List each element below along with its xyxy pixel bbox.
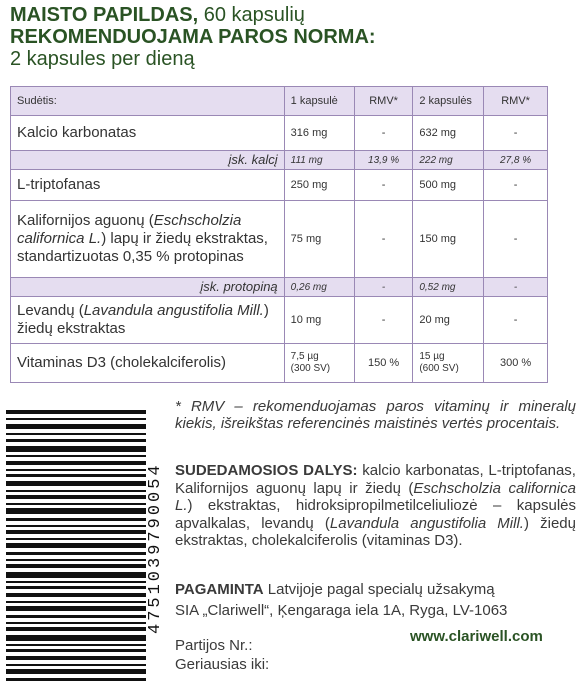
table-row <box>11 170 548 201</box>
amount-2: 632 mg <box>413 116 484 151</box>
amount-2: 20 mg <box>413 297 484 344</box>
amount-1: 111 mg <box>284 151 354 170</box>
product-header <box>10 4 580 71</box>
ingredient-name <box>11 201 285 278</box>
amount-2: 500 mg <box>413 170 484 201</box>
barcode <box>6 410 166 686</box>
ingredients-part: kalcio karbonatas, L-triptofanas, Kalifornijos aguonų lapų ir žiedų ( <box>175 462 576 497</box>
table-subrow <box>11 278 548 297</box>
latin-name: Eschscholzia californica L. <box>175 479 576 514</box>
table-row <box>11 344 548 383</box>
ingredient-name: Kalcio karbonatas <box>11 116 285 151</box>
amount-1: 0,26 mg <box>284 278 354 297</box>
amount-2 <box>413 344 484 383</box>
ingredient-name <box>11 297 285 344</box>
rmv-1: - <box>354 201 413 278</box>
header-rmv-2: RMV* <box>484 87 548 116</box>
ingredient-name: įsk. protopiną <box>11 278 285 297</box>
ingredients-text <box>175 462 576 550</box>
rmv-2: - <box>484 297 548 344</box>
latin-name: Lavandula angustifolia Mill. <box>329 514 524 532</box>
amount-2: 222 mg <box>413 151 484 170</box>
rmv-2: 300 % <box>484 344 548 383</box>
nutrition-table <box>10 86 548 383</box>
rmv-1: 150 % <box>354 344 413 383</box>
rmv-2: - <box>484 201 548 278</box>
manufacturer-label: PAGAMINTA <box>175 581 264 598</box>
header-1-capsule: 1 kapsulė <box>284 87 354 116</box>
rmv-2: - <box>484 116 548 151</box>
amount-1: 250 mg <box>284 170 354 201</box>
dose-heading: REKOMENDUOJAMA PAROS NORMA: <box>10 26 376 48</box>
header-composition: Sudėtis: <box>11 87 285 116</box>
latin-name: Eschscholzia californica L. <box>17 212 242 247</box>
ingredient-name: įsk. kalcį <box>11 151 285 170</box>
ingredient-name: Vitaminas D3 (cholekalciferolis) <box>11 344 285 383</box>
amount-value: 15 µg <box>419 351 445 362</box>
header-2-capsules: 2 kapsulės <box>413 87 484 116</box>
amount-value: 7,5 µg <box>290 351 319 362</box>
amount-1: 10 mg <box>284 297 354 344</box>
amount-2: 150 mg <box>413 201 484 278</box>
rmv-2: - <box>484 170 548 201</box>
latin-name: Lavandula angustifolia Mill. <box>83 302 264 319</box>
rmv-note: * RMV – rekomenduojamas paros vitaminų ir mineralų kiekis, išreikštas referencinės maistinės vertės procentais. <box>175 398 576 432</box>
manufacturer-address: SIA „Clariwell“, Ķengaraga iela 1A, Ryga, LV-1063 <box>175 602 508 619</box>
rmv-1: - <box>354 278 413 297</box>
table-row <box>11 116 548 151</box>
amount-2: 0,52 mg <box>413 278 484 297</box>
manufacturer-info <box>175 579 576 621</box>
table-subrow <box>11 151 548 170</box>
expiry-label: Geriausias iki: <box>175 656 270 673</box>
header-rmv-1: RMV* <box>354 87 413 116</box>
rmv-1: - <box>354 170 413 201</box>
amount-iu: (600 SV) <box>419 363 459 374</box>
manufacturer-country: Latvijoje pagal specialų užsakymą <box>263 581 495 598</box>
amount-iu: (300 SV) <box>290 363 331 374</box>
amount-1: 75 mg <box>284 201 354 278</box>
dose-text: 2 kapsules per dieną <box>10 48 195 70</box>
barcode-number: 4751039790054 <box>146 462 165 634</box>
ingredients-label: SUDEDAMOSIOS DALYS: <box>175 462 358 479</box>
name-part: Kalifornijos aguonų ( <box>17 212 154 229</box>
rmv-1: - <box>354 297 413 344</box>
name-part: ) žiedų ekstraktas <box>17 302 269 337</box>
table-header-row <box>11 87 548 116</box>
ingredients-part: ) žiedų ekstraktas, cholekalciferolis (vitaminas D3). <box>175 514 576 549</box>
rmv-2: - <box>484 278 548 297</box>
rmv-1: 13,9 % <box>354 151 413 170</box>
website-link[interactable]: www.clariwell.com <box>410 628 543 645</box>
table-row <box>11 201 548 278</box>
amount-1 <box>284 344 354 383</box>
ingredient-name: L-triptofanas <box>11 170 285 201</box>
ingredients-part: ) ekstraktas, hidroksipropilmetilceliuliozė – kapsulės apvalkalas, levandų ( <box>175 497 576 532</box>
amount-1: 316 mg <box>284 116 354 151</box>
rmv-2: 27,8 % <box>484 151 548 170</box>
title-count: 60 kapsulių <box>198 4 305 26</box>
product-title <box>10 4 580 26</box>
name-part: ) lapų ir žiedų ekstraktas, standartizuotas 0,35 % protopinas <box>17 230 268 265</box>
rmv-1: - <box>354 116 413 151</box>
batch-info <box>175 636 269 674</box>
name-part: Levandų ( <box>17 302 84 319</box>
manufacturer-line-1 <box>175 579 576 600</box>
batch-number-label: Partijos Nr.: <box>175 637 253 654</box>
table-row <box>11 297 548 344</box>
title-bold: MAISTO PAPILDAS, <box>10 4 199 26</box>
